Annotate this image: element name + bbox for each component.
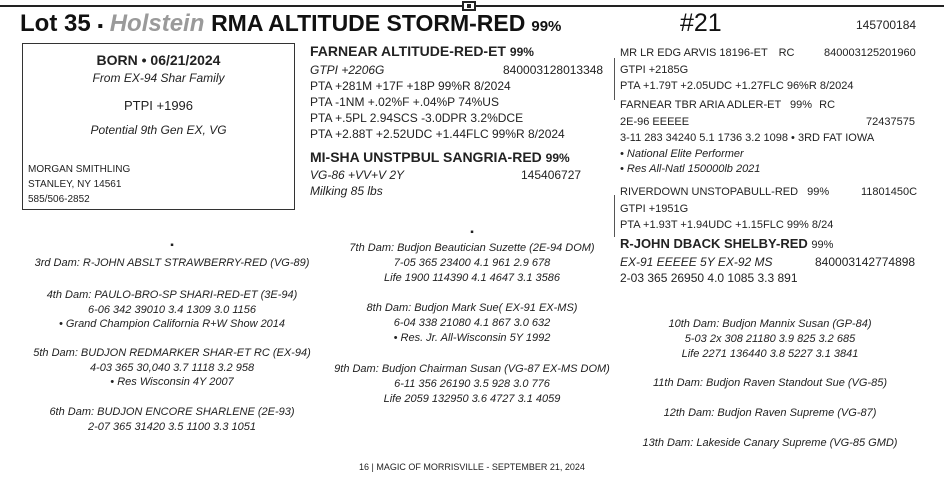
dam-sire-name-text: RIVERDOWN UNSTOPABULL-RED xyxy=(620,186,799,198)
lot-header xyxy=(20,10,561,38)
dam-9-record: 6-11 356 26190 3.5 928 3.0 776 xyxy=(394,378,550,390)
dam-sire-name xyxy=(620,186,829,198)
dam-10-life: Life 2271 136440 3.8 5227 3.1 3841 xyxy=(681,348,859,360)
owner-address: STANLEY, NY 14561 xyxy=(28,179,122,190)
sire-pta-1: PTA +281M +17F +18P 99%R 8/2024 xyxy=(310,79,511,93)
dam-name xyxy=(310,149,570,165)
dam-6-title: 6th Dam: BUDJON ENCORE SHARLENE (2E-93) xyxy=(49,406,295,418)
sire-pta-2: PTA -1NM +.02%F +.04%P 74%US xyxy=(310,95,499,109)
sire-gtpi: GTPI +2206G xyxy=(310,63,385,77)
dam-3: 3rd Dam: R-JOHN ABSLT STRAWBERRY-RED (VG-89) xyxy=(34,257,310,269)
dam-5-note: • Res Wisconsin 4Y 2007 xyxy=(110,376,234,388)
dam-dam-name-text: R-JOHN DBACK SHELBY-RED xyxy=(620,236,808,251)
dam-name-text: MI-SHA UNSTPBUL SANGRIA-RED xyxy=(310,149,542,165)
dam-reg: 145406727 xyxy=(521,168,582,182)
pedigree-marker-mid: ▪ xyxy=(470,227,474,238)
dam-8-title: 8th Dam: Budjon Mark Sue( EX-91 EX-MS) xyxy=(366,302,578,314)
pedigree-marker: ▪ xyxy=(170,240,174,251)
sire-pta-4: PTA +2.88T +2.52UDC +1.44FLC 99%R 8/2024 xyxy=(310,127,565,141)
dam-milking: Milking 85 lbs xyxy=(310,184,383,198)
sire-sire-reg: 840003125201960 xyxy=(824,47,916,59)
catalog-number: #21 xyxy=(680,9,722,37)
dam-dam-record: 2-03 365 26950 4.0 1085 3.3 891 xyxy=(620,271,798,285)
dam-4-note: • Grand Champion California R+W Show 2014 xyxy=(58,318,286,330)
dam-8-record: 6-04 338 21080 4.1 867 3.0 632 xyxy=(393,317,551,329)
dam-10-record: 5-03 2x 308 21180 3.9 825 3.2 685 xyxy=(684,333,856,345)
born-date: BORN • 06/21/2024 xyxy=(96,52,221,68)
sire-dam-name-text: FARNEAR TBR ARIA ADLER-ET xyxy=(620,99,781,111)
sire-name xyxy=(310,43,534,59)
dam-dam-pct: 99% xyxy=(811,239,834,251)
family-note: From EX-94 Shar Family xyxy=(92,71,225,85)
sire-dam-note-1: • National Elite Performer xyxy=(620,148,744,160)
dam-sire-gtpi: GTPI +1951G xyxy=(620,203,689,215)
registration-number: 145700184 xyxy=(856,18,917,32)
dam-13: 13th Dam: Lakeside Canary Supreme (VG-85 GMD) xyxy=(642,437,898,449)
sire-dam-classification: 2E-96 EEEEE xyxy=(620,116,690,128)
sire-sire-name xyxy=(620,47,795,59)
dam-10-title: 10th Dam: Budjon Mannix Susan (GP-84) xyxy=(668,318,872,330)
ptpi: PTPI +1996 xyxy=(123,98,194,113)
sire-pta-3: PTA +.5PL 2.94SCS -3.0DPR 3.2%DCE xyxy=(310,111,524,125)
lot-number: Lot 35 xyxy=(20,10,91,37)
dam-12: 12th Dam: Budjon Raven Supreme (VG-87) xyxy=(663,407,877,419)
dam-sire-pct: 99% xyxy=(807,186,830,198)
dam-dam-name xyxy=(620,236,833,251)
dam-sire-pta: PTA +1.93T +1.94UDC +1.15FLC 99% 8/24 xyxy=(620,219,834,231)
dam-9-title: 9th Dam: Budjon Chairman Susan (VG-87 EX-MS DOM) xyxy=(334,363,610,375)
animal-name: RMA ALTITUDE STORM-RED xyxy=(211,10,526,36)
dam-sire-reg: 11801450C xyxy=(861,186,918,198)
dam-4-record: 6-06 342 39010 3.4 1309 3.0 1156 xyxy=(87,304,256,316)
dam-classification: VG-86 +VV+V 2Y xyxy=(310,168,405,182)
dam-6-record: 2-07 365 31420 3.5 1100 3.3 1051 xyxy=(87,421,256,433)
potential-note: Potential 9th Gen EX, VG xyxy=(90,123,227,137)
dam-pct: 99% xyxy=(545,151,570,165)
sire-sire-tag: RC xyxy=(778,47,795,59)
sire-pct: 99% xyxy=(509,45,534,59)
sire-name-text: FARNEAR ALTITUDE-RED-ET xyxy=(310,43,506,59)
dam-7-title: 7th Dam: Budjon Beautician Suzette (2E-94 DOM) xyxy=(349,242,595,254)
dam-11: 11th Dam: Budjon Raven Standout Sue (VG-85) xyxy=(653,377,887,389)
breed: Holstein xyxy=(109,10,205,37)
sire-dam-note-2: • Res All-Natl 150000lb 2021 xyxy=(620,163,761,175)
dam-4-title: 4th Dam: PAULO-BRO-SP SHARI-RED-ET (3E-94) xyxy=(46,289,298,301)
sire-dam-reg: 72437575 xyxy=(866,116,915,128)
sire-sire-pta: PTA +1.79T +2.05UDC +1.27FLC 96%R 8/2024 xyxy=(620,80,854,92)
dam-8-note: • Res. Jr. All-Wisconsin 5Y 1992 xyxy=(393,332,551,344)
page-footer: 16 | MAGIC OF MORRISVILLE - SEPTEMBER 21, 2024 xyxy=(359,462,585,472)
dam-5-title: 5th Dam: BUDJON REDMARKER SHAR-ET RC (EX-94) xyxy=(33,347,311,359)
sire-dam-tag: RC xyxy=(819,99,836,111)
dam-9-life: Life 2059 132950 3.6 4727 3.1 4059 xyxy=(383,393,561,405)
owner-name: MORGAN SMITHLING xyxy=(28,164,131,175)
sire-dam-record: 3-11 283 34240 5.1 1736 3.2 1098 • 3RD FAT IOWA xyxy=(620,132,875,144)
sire-reg: 840003128013348 xyxy=(503,63,604,77)
bracket-line xyxy=(614,195,615,237)
dam-7-life: Life 1900 114390 4.1 4647 3.1 3586 xyxy=(384,272,560,284)
owner-phone: 585/506-2852 xyxy=(28,194,90,205)
bracket-line xyxy=(614,58,615,100)
sire-sire-name-text: MR LR EDG ARVIS 18196-ET xyxy=(620,47,768,59)
animal-pct: 99% xyxy=(531,18,562,35)
sire-dam-name xyxy=(620,99,835,111)
dam-5-record: 4-03 365 30,040 3.7 1118 3.2 958 xyxy=(89,362,255,374)
bullet-icon: ▪ xyxy=(97,18,104,35)
dam-7-record: 7-05 365 23400 4.1 961 2.9 678 xyxy=(393,257,551,269)
sire-sire-gtpi: GTPI +2185G xyxy=(620,64,689,76)
dam-dam-reg: 840003142774898 xyxy=(815,255,916,269)
sire-dam-pct: 99% xyxy=(790,99,813,111)
dam-dam-classification: EX-91 EEEEE 5Y EX-92 MS xyxy=(620,255,773,269)
